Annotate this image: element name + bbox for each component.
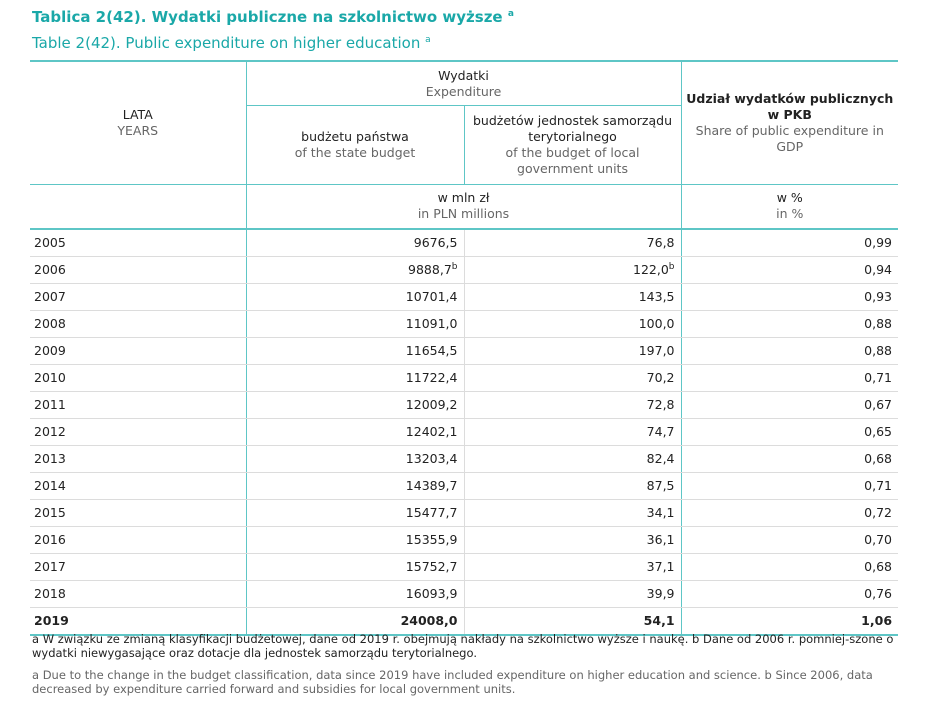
year-cell: 2015 — [30, 499, 246, 526]
local-budget-cell: 87,5 — [464, 472, 681, 499]
year-cell: 2014 — [30, 472, 246, 499]
local-budget-cell: 37,1 — [464, 553, 681, 580]
share-gdp-header: Udział wydatków publicznych w PKB Share of public expenditure in GDP — [681, 61, 898, 185]
local-budget-cell: 72,8 — [464, 391, 681, 418]
share-gdp-cell: 0,71 — [681, 472, 898, 499]
share-gdp-cell: 0,88 — [681, 337, 898, 364]
year-cell: 2007 — [30, 283, 246, 310]
year-cell: 2011 — [30, 391, 246, 418]
share-gdp-cell: 0,94 — [681, 256, 898, 283]
years-header: LATA YEARS — [30, 61, 246, 185]
year-cell: 2016 — [30, 526, 246, 553]
state-budget-cell: 9676,5 — [246, 229, 464, 257]
table-row — [30, 310, 898, 337]
expenditure-header: Wydatki Expenditure — [246, 61, 681, 106]
share-gdp-cell: 0,72 — [681, 499, 898, 526]
year-cell: 2013 — [30, 445, 246, 472]
local-budget-cell: 197,0 — [464, 337, 681, 364]
state-budget-cell: 16093,9 — [246, 580, 464, 607]
title-note-mark-pl: a — [507, 9, 514, 19]
share-gdp-cell: 0,68 — [681, 445, 898, 472]
local-budget-cell: 143,5 — [464, 283, 681, 310]
year-cell: 2009 — [30, 337, 246, 364]
local-budget-cell: 122,0$^b$ — [464, 256, 681, 283]
year-cell: 2019 — [30, 607, 246, 635]
share-gdp-cell: 0,70 — [681, 526, 898, 553]
table-row — [30, 580, 898, 607]
footnotes-pl: a W związku ze zmianą klasyfikacji budżetowej, dane od 2019 r. obejmują nakłady na szkolnictwo wyższe i naukę. b Dane od 2006 r. pomniej-szone o wydatki niewygasające oraz dotacje dla jednostek samorządu terytorialnego. — [32, 632, 894, 660]
local-budget-cell: 74,7 — [464, 418, 681, 445]
share-gdp-cell: 0,88 — [681, 310, 898, 337]
share-gdp-cell: 0,76 — [681, 580, 898, 607]
state-budget-cell: 15752,7 — [246, 553, 464, 580]
share-gdp-cell: 0,68 — [681, 553, 898, 580]
local-budget-cell: 36,1 — [464, 526, 681, 553]
year-cell: 2012 — [30, 418, 246, 445]
table-row — [30, 418, 898, 445]
state-budget-cell-note-mark: b — [451, 261, 458, 272]
local-budget-cell: 76,8 — [464, 229, 681, 257]
year-cell: 2005 — [30, 229, 246, 257]
table-row — [30, 256, 898, 283]
local-budget-cell: 54,1 — [464, 607, 681, 635]
local-budget-header: budżetów jednostek samorządu terytorialnego of the budget of local government units — [464, 106, 681, 185]
local-budget-cell-note-mark: b — [668, 261, 675, 272]
table-row — [30, 499, 898, 526]
state-budget-cell: 11654,5 — [246, 337, 464, 364]
table-row — [30, 526, 898, 553]
share-gdp-cell: 1,06 — [681, 607, 898, 635]
local-budget-cell: 70,2 — [464, 364, 681, 391]
local-budget-cell: 39,9 — [464, 580, 681, 607]
year-cell: 2006 — [30, 256, 246, 283]
table-title-pl: Tablica 2(42). Wydatki publiczne na szkolnictwo wyższe $^a$ — [32, 8, 514, 26]
state-budget-cell: 10701,4 — [246, 283, 464, 310]
local-budget-cell: 100,0 — [464, 310, 681, 337]
table-row — [30, 472, 898, 499]
share-gdp-cell: 0,93 — [681, 283, 898, 310]
share-gdp-cell: 0,67 — [681, 391, 898, 418]
table-row — [30, 607, 898, 635]
state-budget-cell: 15477,7 — [246, 499, 464, 526]
expenditure-table — [30, 60, 898, 636]
state-budget-cell: 11091,0 — [246, 310, 464, 337]
share-gdp-cell: 0,65 — [681, 418, 898, 445]
state-budget-cell: 12402,1 — [246, 418, 464, 445]
year-cell: 2010 — [30, 364, 246, 391]
year-cell: 2018 — [30, 580, 246, 607]
title-note-mark-en: a — [425, 35, 431, 45]
table-row — [30, 337, 898, 364]
table-row — [30, 364, 898, 391]
table-title-en: Table 2(42). Public expenditure on higher education $^a$ — [32, 34, 431, 52]
table-row — [30, 283, 898, 310]
unit-header-blank — [30, 185, 246, 229]
year-cell: 2017 — [30, 553, 246, 580]
state-budget-header: budżetu państwa of the state budget — [246, 106, 464, 185]
unit-pct-header: w % in % — [681, 185, 898, 229]
state-budget-cell: 15355,9 — [246, 526, 464, 553]
year-cell: 2008 — [30, 310, 246, 337]
state-budget-cell: 14389,7 — [246, 472, 464, 499]
share-gdp-cell: 0,99 — [681, 229, 898, 257]
table-row — [30, 553, 898, 580]
unit-mln-header: w mln zł in PLN millions — [246, 185, 681, 229]
state-budget-cell: 9888,7$^b$ — [246, 256, 464, 283]
table-row — [30, 229, 898, 257]
state-budget-cell: 13203,4 — [246, 445, 464, 472]
share-gdp-cell: 0,71 — [681, 364, 898, 391]
state-budget-cell: 11722,4 — [246, 364, 464, 391]
local-budget-cell: 82,4 — [464, 445, 681, 472]
table-row — [30, 391, 898, 418]
state-budget-cell: 12009,2 — [246, 391, 464, 418]
state-budget-cell: 24008,0 — [246, 607, 464, 635]
table-row — [30, 445, 898, 472]
local-budget-cell: 34,1 — [464, 499, 681, 526]
footnotes-en: a Due to the change in the budget classification, data since 2019 have included expenditure on higher education and science. b Since 2006, data decreased by expenditure carried forward and subsidies for local government units. — [32, 668, 873, 696]
